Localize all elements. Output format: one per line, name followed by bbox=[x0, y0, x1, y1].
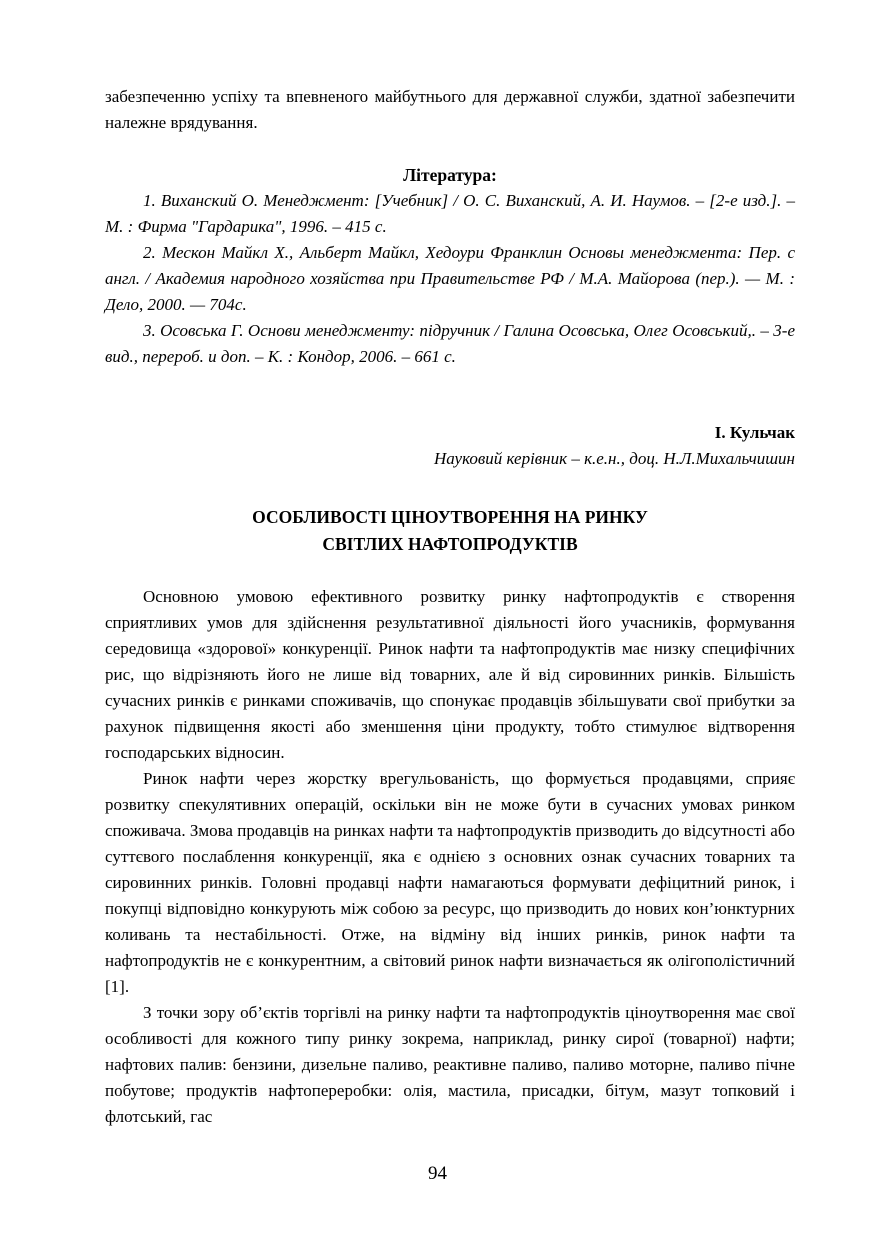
reference-item-3: 3. Осовська Г. Основи менеджменту: підручник / Галина Осовська, Олег Осовський,. – 3-е вид., перероб. и доп. – К. : Кондор, 2006. – 661 с. bbox=[105, 321, 795, 366]
reference-item-2: 2. Мескон Майкл Х., Альберт Майкл, Хедоури Франклин Основы менеджмента: Пер. с англ. / Академия народного хозяйства при Правительстве РФ / М.А. Майорова (пер.). — М. : Дело, 2000. — 704с. bbox=[105, 243, 795, 314]
article-title-line-1: ОСОБЛИВОСТІ ЦІНОУТВОРЕННЯ НА РИНКУ bbox=[252, 507, 648, 527]
article-supervisor: Науковий керівник – к.е.н., доц. Н.Л.Михальчишин bbox=[433, 449, 795, 468]
body-paragraph-1: Основною умовою ефективного розвитку ринку нафтопродуктів є створення сприятливих умов для здійснення результативної діяльності його учасників, формування середовища «здорової» конкуренції. Ринок нафти та нафтопродуктів має низку специфічних рис, що відрізняють його не лише від товарних, але й від сировинних ринків. Більшість сучасних ринків є ринками споживачів, що спонукає продавців збільшувати свої прибутки за рахунок підвищення якості або зменшення ціни продукту, тобто стимулює відтворення господарських відносин. bbox=[105, 587, 795, 762]
references-heading: Література: bbox=[403, 165, 497, 185]
body-paragraph-3: З точки зору об’єктів торгівлі на ринку нафти та нафтопродуктів ціноутворення має свої особливості для кожного типу ринку зокрема, наприклад, ринку сирої (товарної) нафти; нафтових палив: бензини, дизельне паливо, реактивне паливо, паливо моторне, паливо пічне побутове; продуктів нафтопереробки: олія, мастила, присадки, бітум, мазут топковий і флотський, гас bbox=[105, 1003, 795, 1126]
reference-item-1: 1. Виханский О. Менеджмент: [Учебник] / О. С. Виханский, А. И. Наумов. – [2-е изд.]. – М. : Фирма "Гардарика", 1996. – 415 с. bbox=[105, 191, 795, 236]
page-number: 94 bbox=[428, 1163, 447, 1184]
body-paragraph-2: Ринок нафти через жорстку врегульованість, що формується продавцями, сприяє розвитку спекулятивних операцій, оскільки він не може бути в сучасних умовах ринком споживача. Змова продавців на ринках нафти та нафтопродуктів призводить до відсутності або суттєвого послаблення конкуренції, яка є однією з основних ознак сучасних товарних та сировинних ринків. Головні продавці нафти намагаються формувати дефіцитний ринок, і покупці відповідно конкурують між собою за ресурс, що призводить до нових кон’юнктурних коливань та нестабільності. Отже, на відміну від інших ринків, ринок нафти та нафтопродуктів не є конкурентним, а світовий ринок нафти визначається як олігополістичний [1]. bbox=[105, 769, 795, 996]
article-title bbox=[105, 504, 795, 558]
article-title-line-2: СВІТЛИХ НАФТОПРОДУКТІВ bbox=[322, 534, 578, 554]
article-author: І. Кульчак bbox=[714, 423, 795, 442]
intro-paragraph: забезпеченню успіху та впевненого майбутнього для державної служби, здатної забезпечити належне врядування. bbox=[105, 87, 795, 132]
